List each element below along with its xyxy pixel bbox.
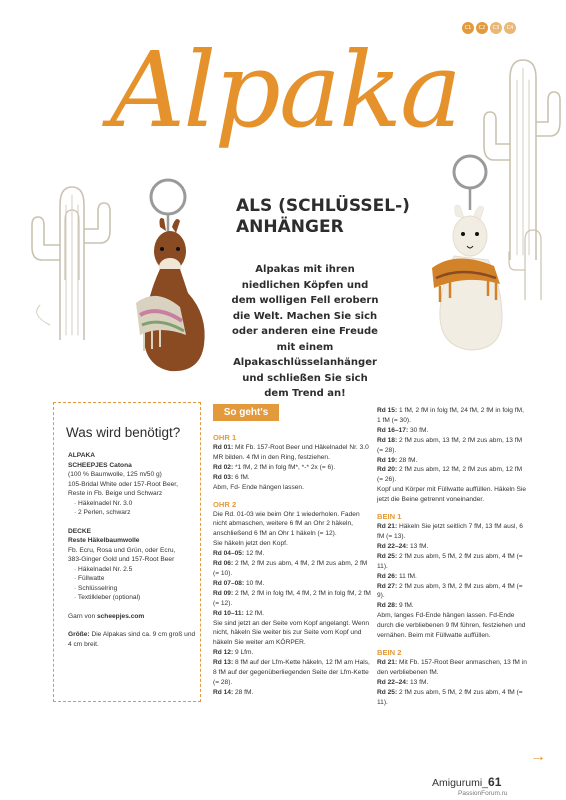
round-label: Rd 10–11: [213,609,244,617]
article-title: Alpaka [110,29,460,151]
section-heading: OHR 1 [213,433,237,442]
round-label: Rd 07–08: [213,579,245,587]
yarn-source-prefix: Garn von [68,612,97,620]
instructions-heading: So geht's [213,404,279,421]
round-label: Rd 12: [213,649,234,657]
round-text: 2 fM zus abm, 5 fM, 2 fM zus abm, 4 fM (= 11). [377,688,523,706]
round-text: 2 fM zus abm, 12 fM, 2 fM zus abm, 12 fM (= 26). [377,466,523,484]
decke-yarn: Reste Häkelbaumwolle [68,537,140,544]
instruction-row [377,658,527,678]
round-text: 9 fM. [397,602,414,610]
instruction-row [377,465,527,485]
size-info [68,630,198,649]
decke-desc-2: 383-Ginger Gold und 157-Root Beer [68,556,175,563]
round-label: Rd 19: [377,456,398,464]
instruction-row [377,601,527,611]
difficulty-dot: C2 [476,22,488,34]
instruction-text: Kopf und Körper mit Füllwatte auffüllen. Häkeln Sie jetzt die Beine getrennt voneinander. [377,486,527,504]
instruction-row [377,678,527,688]
magazine-name: Amigurumi_ [432,777,489,789]
list-item-text: Häkelnadel Nr. 3.0 [78,499,133,507]
instruction-row [377,552,527,572]
round-text: 9 Lfm. [233,649,254,657]
list-item: · Häkelnadel Nr. 2.5 [74,565,133,573]
decke-label: DECKE [68,527,92,535]
round-text: 2 fM zus abm, 3 fM, 2 fM zus abm, 4 fM (= 9). [377,582,523,600]
instruction-row [213,443,371,463]
round-text: 1 fM, 2 fM in folg fM, 24 fM, 2 fM in folg fM, 1 fM (= 30). [377,407,524,424]
white-alpaca-keychain-photo [410,150,520,360]
yarn-desc-3: Reste in Fb. Beige und Schwarz [68,490,163,497]
decke-desc-1: Fb. Ecru, Rosa und Grün, oder Ecru, [68,546,176,554]
size-text: Die Alpakas sind ca. 9 cm groß und 4 cm breit. [68,631,196,648]
instruction-row [213,473,371,483]
round-text: 2 fM zus abm, 5 fM, 2 fM zus abm, 4 fM (= 11). [377,552,523,570]
round-text: 28 fM. [397,456,418,464]
instruction-row [213,688,371,698]
round-label: Rd 01: [213,444,234,451]
page-number: 61 [488,775,502,789]
instructions-column-1 [213,432,371,698]
round-label: Rd 16–17: [377,426,409,434]
instruction-row [213,559,371,579]
instruction-row [377,582,527,602]
round-label: Rd 26: [377,572,398,580]
round-text: 28 fM. [233,688,254,696]
instructions-column-2 [377,406,527,707]
round-text: 2 fM, 2 fM in folg fM, 4 fM, 2 fM in folg fM, 2 fM (= 12). [213,589,371,607]
instruction-row [377,436,527,456]
round-label: Rd 25: [377,688,398,696]
round-label: Rd 06: [213,560,234,568]
difficulty-dot: C4 [504,22,516,34]
instruction-row [377,688,527,708]
instruction-row [213,463,371,473]
subtitle-line-1: ALS (SCHLÜSSEL-) [236,196,410,216]
instruction-row [377,406,527,426]
instruction-row [377,572,527,582]
round-text: 11 fM. [397,572,417,580]
difficulty-dot: C3 [490,22,502,34]
round-text: Mit Fb. 157-Root Beer anmaschen, 13 fM in den verbliebenen fM. [377,658,527,676]
instruction-row [213,549,371,559]
round-text: 13 fM. [408,678,429,686]
round-label: Rd 13: [213,659,234,667]
round-text: Mit Fb. 157-Root Beer und Häkelnadel Nr. 3.0 MR bilden. 4 fM in den Ring, festziehen. [213,444,369,461]
round-label: Rd 22–24: [377,542,409,550]
yarn-desc-1: (100 % Baumwolle, 125 m/50 g) [68,471,162,478]
page-footer [432,775,501,789]
instruction-text: Sie häkeln jetzt den Kopf. [213,540,288,548]
intro-paragraph: Alpakas mit ihren niedlichen Köpfen und dem wolligen Fell erobern die Welt. Machen Sie sich oder anderen eine Freude mit einem Alpakaschlüsselanhänger und schließen Sie sich dem Trend an! [231,264,379,399]
next-page-arrow-icon[interactable]: → [530,748,546,765]
instruction-row [377,522,527,542]
instruction-row [213,609,371,619]
round-label: Rd 21: [377,658,398,666]
size-label: Größe: [68,631,90,638]
round-text: Häkeln Sie jetzt seitlich 7 fM, 13 fM ausl, 6 fM (= 13). [377,523,523,540]
round-text: 6 fM. [233,473,250,481]
materials-list [68,451,198,649]
list-item-text: Textilkleber (optional) [77,594,141,601]
list-item: · Füllwatte [74,575,105,582]
round-label: Rd 25: [377,552,398,560]
round-text: 30 fM. [408,426,429,434]
round-label: Rd 22–24: [377,678,409,686]
instruction-row [377,426,527,436]
subtitle-line-2: ANHÄNGER [236,217,344,237]
round-text: 12 fM. [243,609,264,617]
round-text: *1 fM, 2 fM in folg fM*, *-* 2x (= 6). [233,463,336,471]
list-item: · Häkelnadel Nr. 3.0 [74,499,133,507]
instruction-row [213,579,371,589]
instruction-row [213,648,371,658]
instruction-text: Sie sind jetzt an der Seite vom Kopf angelangt. Wenn nicht, häkeln Sie weiter bis zur Seite vom Kopf und häkeln Sie weiter am KÖRPER. [213,619,370,647]
section-heading: OHR 2 [213,499,237,509]
brown-alpaca-keychain-photo [100,175,230,385]
round-label: Rd 27: [377,582,398,590]
instruction-row [213,658,371,688]
list-item-text: Schlüsselring [78,584,118,592]
round-label: Rd 21: [377,523,398,531]
round-label: Rd 28: [377,602,398,610]
round-label: Rd 14: [213,688,234,696]
instruction-row [377,542,527,552]
watermark: PassionForum.ru [458,790,508,797]
round-label: Rd 09: [213,589,234,597]
materials-box [53,402,201,702]
round-label: Rd 04–05: [213,550,245,558]
yarn-source [68,612,198,622]
instruction-row [213,589,371,609]
round-text: 13 fM. [408,542,429,550]
round-label: Rd 15: [377,407,398,414]
instruction-text: Die Rd. 01-03 wie beim Ohr 1 wiederholen. Faden nicht abmaschen, weitere 6 fM an Ohr 2 häkeln, anschließend 6 fM an Ohr 1 häkeln (= 12). [213,510,360,538]
round-text: 12 fM. [244,550,265,558]
materials-heading: Was wird benötigt? [66,425,181,440]
yarn-name: SCHEEPJES Catona [68,461,132,469]
instruction-text: Abm, langes Fd-Ende hängen lassen. Fd-Ende durch die verbliebenen 9 fM führen, festziehen und vernähen. Beim mit Füllwatte auffüllen. [377,612,526,640]
round-label: Rd 18: [377,436,398,444]
instruction-text: Abm, Fd- Ende hängen lassen. [213,483,304,491]
round-text: 10 fM. [244,579,265,587]
list-item-text: 2 Perlen, schwarz [78,509,131,516]
yarn-desc-2: 105-Bridal White oder 157-Root Beer, [68,480,178,488]
instruction-row [377,456,527,466]
alpaka-label: ALPAKA [68,452,95,459]
round-label: Rd 03: [213,473,234,481]
list-item: · 2 Perlen, schwarz [74,509,131,516]
round-text: 8 fM auf der Lfm-Kette häkeln, 12 fM am Hals, 8 fM auf der gegenüberliegenden Seite der Lfm-Kette (= 28). [213,659,370,686]
list-item-text: Füllwatte [78,575,105,582]
section-heading: BEIN 2 [377,647,402,657]
list-item-text: Häkelnadel Nr. 2.5 [78,565,133,573]
round-label: Rd 20: [377,466,398,474]
list-item: · Textilkleber (optional) [74,594,141,601]
list-item: · Schlüsselring [74,584,118,592]
yarn-source-link[interactable]: scheepjes.com [96,612,145,620]
article-subtitle [236,196,466,238]
section-heading: BEIN 1 [377,512,402,522]
round-text: 2 fM, 2 fM zus abm, 4 fM, 2 fM zus abm, 2 fM (= 10). [213,560,368,577]
difficulty-dot: C1 [462,22,474,34]
round-label: Rd 02: [213,463,234,471]
round-text: 2 fM zus abm, 13 fM, 2 fM zus abm, 13 fM (= 28). [377,436,523,454]
